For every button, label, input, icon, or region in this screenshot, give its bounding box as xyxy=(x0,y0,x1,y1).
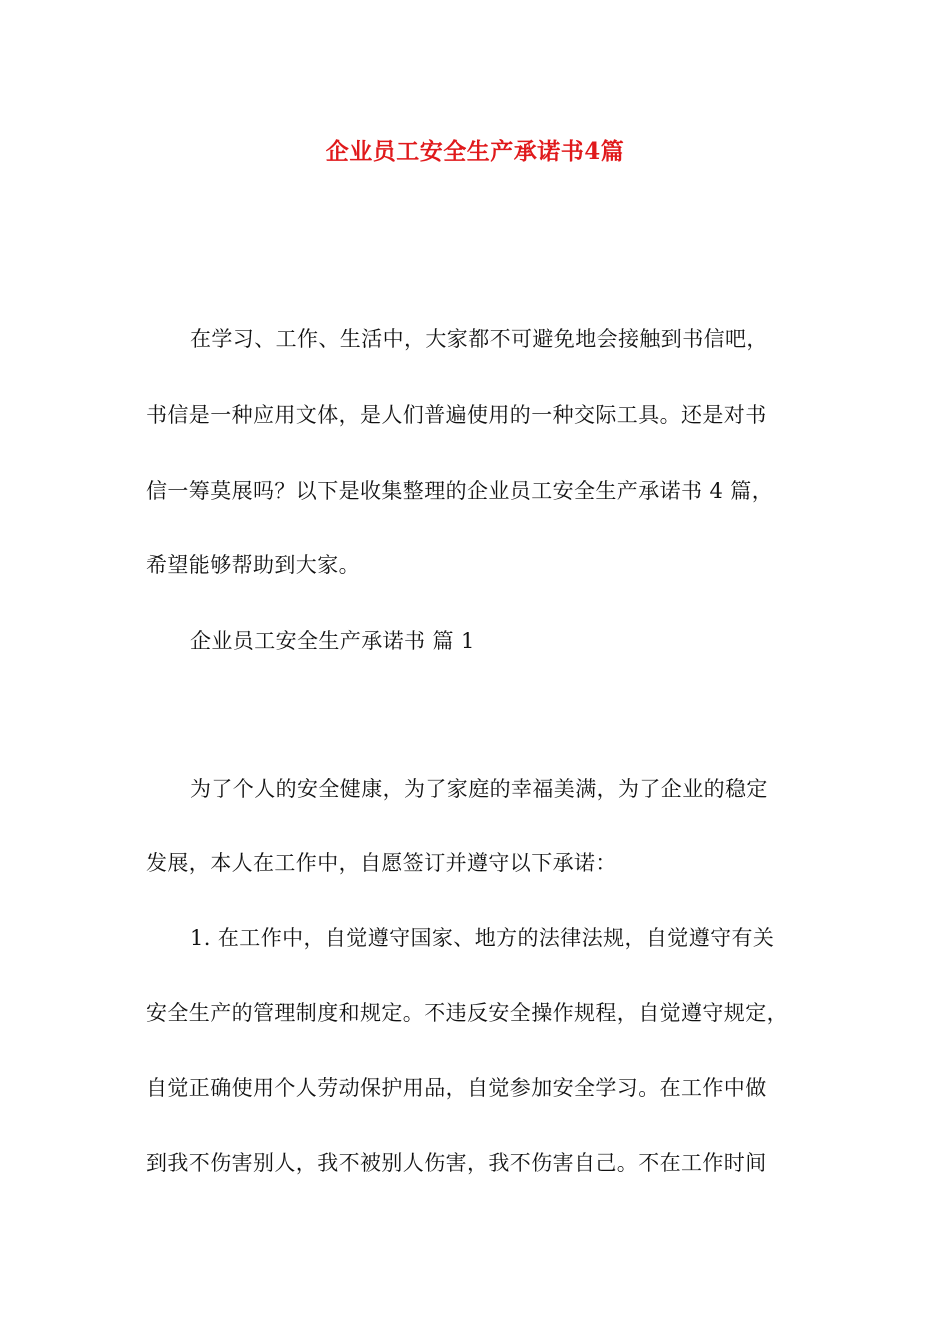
paragraph-line: 安全生产的管理制度和规定。不违反安全操作规程，自觉遵守规定， xyxy=(146,1001,788,1025)
paragraph-line: 在学习、工作、生活中，大家都不可避免地会接触到书信吧， xyxy=(190,327,768,351)
paragraph-line: 自觉正确使用个人劳动保护用品，自觉参加安全学习。在工作中做 xyxy=(146,1076,767,1100)
paragraph-line: 为了个人的安全健康，为了家庭的幸福美满，为了企业的稳定 xyxy=(190,777,768,801)
paragraph-line: 信一筹莫展吗？以下是收集整理的企业员工安全生产承诺书 4 篇， xyxy=(146,479,774,503)
paragraph-line: 希望能够帮助到大家。 xyxy=(146,553,360,577)
paragraph-line: 发展，本人在工作中，自愿签订并遵守以下承诺： xyxy=(146,851,617,875)
paragraph-line: 到我不伤害别人，我不被别人伤害，我不伤害自己。不在工作时间 xyxy=(146,1151,767,1175)
document-title: 企业员工安全生产承诺书4篇 xyxy=(325,138,625,165)
paragraph-line: 1. 在工作中，自觉遵守国家、地方的法律法规，自觉遵守有关 xyxy=(190,926,775,950)
section-heading: 企业员工安全生产承诺书 篇 1 xyxy=(190,629,475,653)
paragraph-line: 书信是一种应用文体，是人们普遍使用的一种交际工具。还是对书 xyxy=(146,403,767,427)
